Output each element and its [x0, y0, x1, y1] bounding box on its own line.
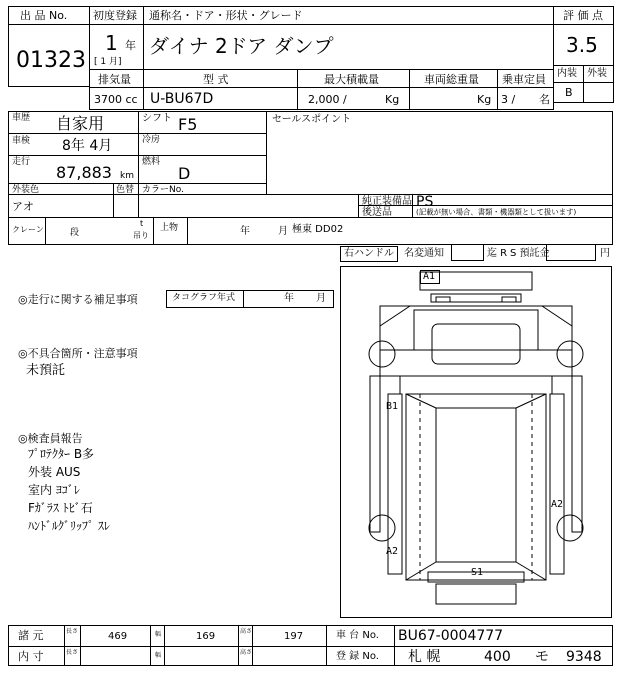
height-label: 高さ [240, 649, 253, 656]
first-registration-label: 初度登録 [93, 9, 137, 22]
crane-hang: 吊り [133, 231, 149, 240]
inspection-value: 8年 4月 [62, 138, 113, 154]
width-value: 169 [196, 631, 216, 642]
shift-value: F5 [178, 115, 198, 134]
first-registration-year: 1 [105, 31, 118, 55]
registration-number: 9348 [566, 649, 602, 665]
shift-label: シフト [142, 113, 172, 124]
fuel-value: D [178, 164, 191, 183]
damage-mark: B1 [386, 401, 399, 412]
aftermarket-note: (記載が無い場合、書類・機器類として扱います) [416, 208, 577, 217]
interior-grade: B [565, 86, 573, 99]
supplement-title: ◎走行に関する補足事項 [18, 293, 138, 306]
vehicle-name: ダイナ 2ドア ダンプ [149, 34, 334, 58]
gross-weight-label: 車両総重量 [424, 73, 479, 86]
chassis-number: BU67-0004777 [398, 628, 504, 644]
width-label: 幅 [154, 631, 161, 638]
color-value: アオ [12, 200, 34, 213]
year-unit: 年 [125, 39, 136, 52]
tachograph-year: 年 [284, 293, 294, 304]
color-code-label: カラーNo. [142, 185, 184, 195]
history-label: 車歴 [12, 113, 31, 123]
mileage-value: 87,883 [56, 163, 112, 182]
damage-mark: S1 [471, 567, 484, 578]
max-load-label: 最大積載量 [324, 73, 379, 86]
upper-body-maker: 極東 DD02 [292, 224, 344, 235]
inspector-line: ﾊﾝﾄﾞﾙｸﾞﾘｯﾌﾟ ｽﾚ [28, 519, 110, 533]
color-label: 外装色 [12, 185, 40, 195]
model-value: U-BU67D [150, 91, 214, 107]
defect-title: ◎不具合箇所・注意事項 [18, 347, 138, 360]
capacity-label: 乗車定員 [502, 73, 546, 86]
name-change-label: 名変通知 [404, 248, 444, 259]
height-value: 197 [284, 631, 304, 642]
chassis-number-label: 車 台 No. [336, 630, 379, 641]
damage-mark: A2 [551, 499, 564, 510]
capacity-unit: 名 [539, 93, 550, 106]
model-label: 型 式 [203, 73, 229, 86]
inspector-line: 室内 ﾖｺﾞﾚ [28, 483, 80, 497]
registration-kana: モ [535, 649, 549, 665]
tachograph-label: タコグラフ年式 [172, 293, 236, 303]
inspector-line: ﾌﾟﾛﾃｸﾀｰ B多 [28, 447, 95, 461]
defect-line: 未預託 [26, 363, 66, 378]
length-value: 469 [108, 631, 128, 642]
upper-body-label: 上物 [160, 223, 179, 233]
score-value: 3.5 [566, 33, 598, 57]
displacement-value: 3700 cc [94, 93, 138, 106]
deposit-label: S 預託金 [510, 248, 550, 259]
spec-dimensions-label: 諸 元 [18, 629, 44, 642]
inspector-line: 外装 AUS [28, 465, 81, 479]
upper-body-year: 年 [240, 226, 250, 237]
ac-label: 冷房 [142, 135, 161, 145]
length-label: 長さ [66, 649, 79, 656]
lot-number-label: 出 品 No. [20, 9, 68, 22]
upper-body-month: 月 [278, 226, 288, 237]
mileage-unit: km [120, 171, 134, 181]
deposit-prefix: 迄 R [487, 248, 508, 259]
exterior-grade-label: 外装 [587, 68, 607, 79]
registration-city: 札 幌 [408, 649, 441, 665]
crane-stage: 段 [70, 228, 80, 238]
genuine-equipment-value: PS [416, 194, 434, 210]
inspector-title: ◎検査員報告 [18, 432, 83, 445]
interior-dimensions-label: 内 寸 [18, 650, 44, 663]
deposit-box [546, 244, 596, 261]
yen-label: 円 [600, 248, 610, 259]
length-label: 長さ [66, 628, 79, 635]
damage-mark: A1 [423, 271, 436, 282]
registration-number-label: 登 録 No. [336, 651, 379, 662]
damage-mark: A2 [386, 546, 399, 557]
first-registration-month: [ 1 月] [94, 57, 122, 67]
displacement-label: 排気量 [98, 73, 131, 86]
genuine-equipment-label: 純正装備品 [362, 196, 412, 207]
crane-ton: t [140, 219, 144, 228]
truck-damage-diagram [340, 266, 612, 618]
width-label: 幅 [154, 652, 161, 659]
color-change-label: 色替 [116, 185, 135, 195]
height-label: 高さ [240, 628, 253, 635]
max-load-unit: Kg [385, 93, 400, 106]
history-value: 自家用 [56, 114, 105, 133]
crane-label: クレーン [12, 225, 44, 234]
inspector-line: Fｶﾞﾗｽ ﾄﾋﾞ石 [28, 501, 93, 515]
sales-point-label: セールスポイント [272, 114, 352, 125]
vehicle-name-label: 通称名・ドア・形状・グレード [149, 9, 303, 22]
fuel-label: 燃料 [142, 157, 161, 167]
registration-class: 400 [484, 649, 511, 665]
inspection-label: 車検 [12, 136, 31, 146]
right-handle-label: 右ハンドル [344, 248, 394, 259]
name-change-box [451, 244, 484, 261]
score-label: 評 価 点 [563, 9, 603, 22]
lot-number: 01323 [16, 48, 86, 73]
tachograph-month: 月 [316, 293, 326, 304]
mileage-label: 走行 [12, 157, 31, 167]
aftermarket-label: 後送品 [362, 207, 392, 218]
max-load-value: 2,000 / [308, 93, 347, 106]
gross-weight-unit: Kg [477, 93, 492, 106]
interior-grade-label: 内装 [557, 68, 577, 79]
capacity-value: 3 / [501, 93, 516, 106]
